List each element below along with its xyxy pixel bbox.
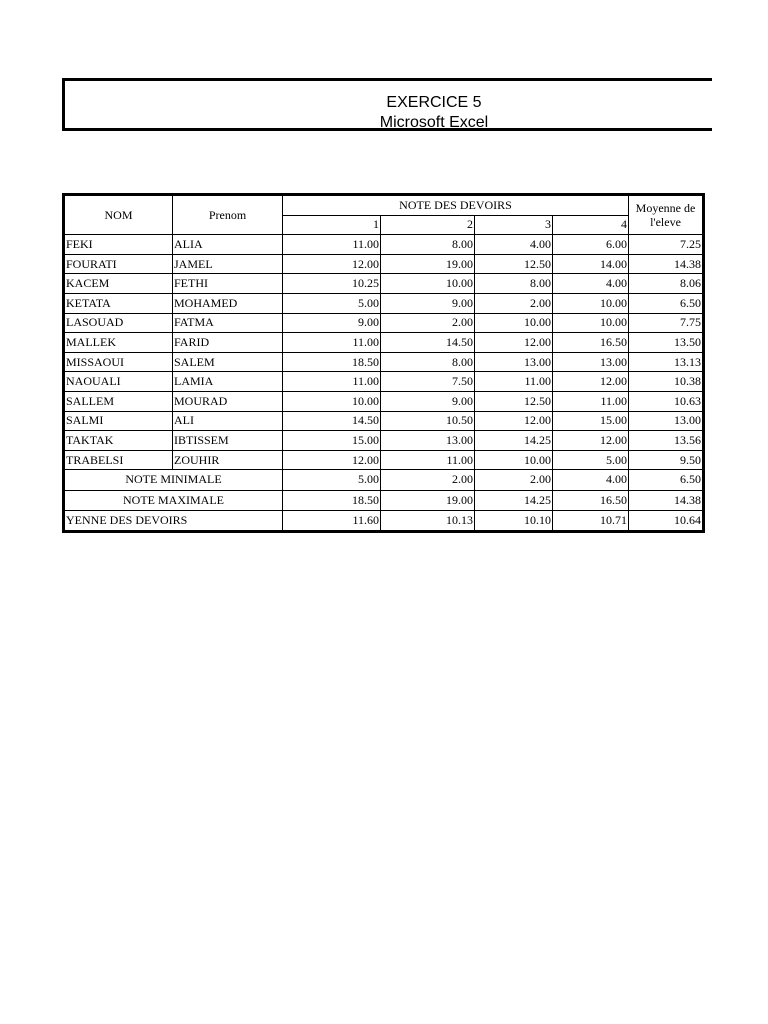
- cell-moyenne: 13.50: [629, 333, 704, 353]
- cell-moyenne: 8.06: [629, 274, 704, 294]
- cell-note-3: 13.00: [475, 352, 553, 372]
- cell-prenom: JAMEL: [173, 254, 283, 274]
- cell-note-4: 6.00: [553, 235, 629, 255]
- exercise-title-box: [62, 78, 712, 131]
- summary-note-4: 4.00: [553, 470, 629, 490]
- cell-prenom: FETHI: [173, 274, 283, 294]
- cell-prenom: ALI: [173, 411, 283, 431]
- exercise-title: EXERCICE 5: [386, 94, 482, 111]
- cell-note-3: 4.00: [475, 235, 553, 255]
- cell-nom: TAKTAK: [64, 431, 173, 451]
- header-devoir-4: 4: [553, 215, 629, 235]
- table-row: [64, 411, 704, 431]
- table-row: [64, 293, 704, 313]
- cell-note-2: 10.00: [381, 274, 475, 294]
- cell-note-4: 5.00: [553, 450, 629, 470]
- cell-prenom: MOURAD: [173, 391, 283, 411]
- cell-note-1: 14.50: [283, 411, 381, 431]
- summary-note-2: 2.00: [381, 470, 475, 490]
- summary-note-3: 14.25: [475, 490, 553, 510]
- cell-prenom: MOHAMED: [173, 293, 283, 313]
- summary-row: [64, 490, 704, 510]
- cell-prenom: IBTISSEM: [173, 431, 283, 451]
- summary-row: [64, 470, 704, 490]
- cell-note-2: 10.50: [381, 411, 475, 431]
- cell-note-1: 11.00: [283, 235, 381, 255]
- cell-moyenne: 7.25: [629, 235, 704, 255]
- exercise-subtitle: Microsoft Excel: [379, 114, 489, 131]
- cell-note-3: 8.00: [475, 274, 553, 294]
- cell-moyenne: 14.38: [629, 254, 704, 274]
- cell-note-1: 15.00: [283, 431, 381, 451]
- header-nom: NOM: [64, 195, 173, 235]
- cell-nom: FEKI: [64, 235, 173, 255]
- cell-note-3: 12.00: [475, 411, 553, 431]
- cell-prenom: SALEM: [173, 352, 283, 372]
- cell-moyenne: 7.75: [629, 313, 704, 333]
- cell-note-4: 11.00: [553, 391, 629, 411]
- table-row: [64, 391, 704, 411]
- table-row: [64, 431, 704, 451]
- table-row: [64, 313, 704, 333]
- table-row: [64, 372, 704, 392]
- table-row: [64, 352, 704, 372]
- cell-note-3: 2.00: [475, 293, 553, 313]
- cell-note-4: 15.00: [553, 411, 629, 431]
- cell-note-4: 16.50: [553, 333, 629, 353]
- cell-note-3: 11.00: [475, 372, 553, 392]
- student-rows: [64, 235, 704, 470]
- cell-moyenne: 9.50: [629, 450, 704, 470]
- cell-nom: TRABELSI: [64, 450, 173, 470]
- cell-nom: LASOUAD: [64, 313, 173, 333]
- cell-nom: SALLEM: [64, 391, 173, 411]
- cell-prenom: ALIA: [173, 235, 283, 255]
- cell-note-4: 14.00: [553, 254, 629, 274]
- cell-note-3: 12.50: [475, 254, 553, 274]
- header-devoir-2: 2: [381, 215, 475, 235]
- grades-table: [62, 193, 705, 533]
- cell-note-2: 19.00: [381, 254, 475, 274]
- cell-note-4: 12.00: [553, 431, 629, 451]
- cell-note-4: 10.00: [553, 313, 629, 333]
- cell-note-3: 12.00: [475, 333, 553, 353]
- cell-nom: NAOUALI: [64, 372, 173, 392]
- cell-note-2: 13.00: [381, 431, 475, 451]
- cell-note-1: 10.00: [283, 391, 381, 411]
- header-note-des-devoirs: NOTE DES DEVOIRS: [283, 195, 629, 216]
- summary-label: NOTE MAXIMALE: [64, 490, 283, 510]
- cell-prenom: FATMA: [173, 313, 283, 333]
- summary-note-1: 18.50: [283, 490, 381, 510]
- cell-moyenne: 10.38: [629, 372, 704, 392]
- cell-nom: KETATA: [64, 293, 173, 313]
- cell-note-2: 2.00: [381, 313, 475, 333]
- summary-note-2: 10.13: [381, 510, 475, 531]
- header-prenom: Prenom: [173, 195, 283, 235]
- cell-note-3: 12.50: [475, 391, 553, 411]
- cell-note-2: 9.00: [381, 391, 475, 411]
- cell-note-4: 4.00: [553, 274, 629, 294]
- header-moyenne: Moyenne de l'eleve: [629, 195, 704, 235]
- cell-note-1: 11.00: [283, 333, 381, 353]
- summary-note-3: 10.10: [475, 510, 553, 531]
- summary-label: NOTE MINIMALE: [64, 470, 283, 490]
- cell-note-2: 14.50: [381, 333, 475, 353]
- cell-note-2: 8.00: [381, 235, 475, 255]
- cell-prenom: FARID: [173, 333, 283, 353]
- cell-note-1: 5.00: [283, 293, 381, 313]
- cell-moyenne: 6.50: [629, 293, 704, 313]
- cell-note-4: 12.00: [553, 372, 629, 392]
- cell-note-2: 7.50: [381, 372, 475, 392]
- cell-moyenne: 13.56: [629, 431, 704, 451]
- summary-note-3: 2.00: [475, 470, 553, 490]
- cell-note-1: 18.50: [283, 352, 381, 372]
- cell-note-1: 11.00: [283, 372, 381, 392]
- cell-note-2: 11.00: [381, 450, 475, 470]
- table-row: [64, 450, 704, 470]
- summary-note-1: 5.00: [283, 470, 381, 490]
- cell-nom: FOURATI: [64, 254, 173, 274]
- cell-note-2: 9.00: [381, 293, 475, 313]
- cell-moyenne: 13.13: [629, 352, 704, 372]
- cell-note-1: 12.00: [283, 450, 381, 470]
- table-row: [64, 274, 704, 294]
- summary-note-4: 10.71: [553, 510, 629, 531]
- cell-note-3: 10.00: [475, 450, 553, 470]
- cell-note-1: 9.00: [283, 313, 381, 333]
- cell-nom: SALMI: [64, 411, 173, 431]
- cell-note-4: 10.00: [553, 293, 629, 313]
- cell-note-3: 10.00: [475, 313, 553, 333]
- summary-note-2: 19.00: [381, 490, 475, 510]
- cell-moyenne: 13.00: [629, 411, 704, 431]
- table-row: [64, 254, 704, 274]
- header-devoir-1: 1: [283, 215, 381, 235]
- cell-nom: KACEM: [64, 274, 173, 294]
- summary-note-1: 11.60: [283, 510, 381, 531]
- cell-note-3: 14.25: [475, 431, 553, 451]
- cell-note-2: 8.00: [381, 352, 475, 372]
- table-row: [64, 333, 704, 353]
- cell-moyenne: 10.63: [629, 391, 704, 411]
- cell-note-1: 12.00: [283, 254, 381, 274]
- cell-nom: MALLEK: [64, 333, 173, 353]
- header-devoir-3: 3: [475, 215, 553, 235]
- summary-note-4: 16.50: [553, 490, 629, 510]
- summary-row: [64, 510, 704, 531]
- cell-note-1: 10.25: [283, 274, 381, 294]
- cell-prenom: LAMIA: [173, 372, 283, 392]
- summary-label: YENNE DES DEVOIRS: [64, 510, 283, 531]
- cell-nom: MISSAOUI: [64, 352, 173, 372]
- summary-moyenne: 10.64: [629, 510, 704, 531]
- cell-note-4: 13.00: [553, 352, 629, 372]
- table-row: [64, 235, 704, 255]
- cell-prenom: ZOUHIR: [173, 450, 283, 470]
- summary-moyenne: 6.50: [629, 470, 704, 490]
- summary-moyenne: 14.38: [629, 490, 704, 510]
- summary-rows: [64, 470, 704, 532]
